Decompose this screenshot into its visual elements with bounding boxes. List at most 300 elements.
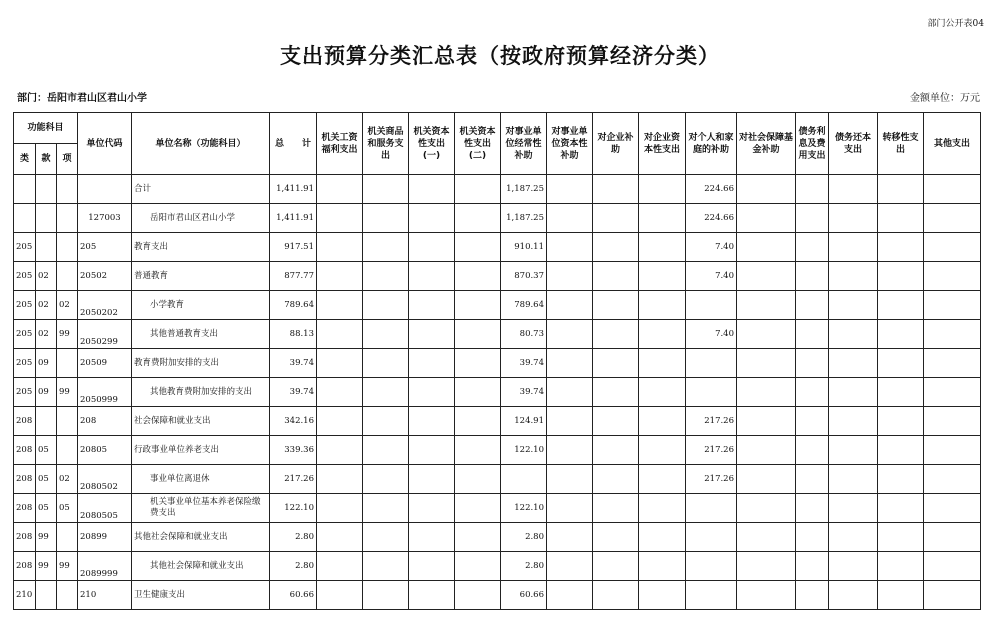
cell-lei: 205 bbox=[14, 233, 36, 262]
cell-amount bbox=[686, 494, 737, 523]
cell-unit-name: 其他教育费附加安排的支出 bbox=[132, 378, 270, 407]
cell-lei: 208 bbox=[14, 436, 36, 465]
cell-amount bbox=[593, 552, 639, 581]
header-unit-name: 单位名称（功能科目） bbox=[132, 113, 270, 175]
cell-amount bbox=[363, 436, 409, 465]
cell-total: 789.64 bbox=[270, 291, 317, 320]
cell-amount: 80.73 bbox=[501, 320, 547, 349]
header-col: 转移性支出 bbox=[878, 113, 924, 175]
cell-lei: 205 bbox=[14, 320, 36, 349]
cell-amount bbox=[409, 581, 455, 610]
cell-amount bbox=[639, 465, 686, 494]
cell-amount bbox=[409, 465, 455, 494]
cell-amount bbox=[924, 378, 981, 407]
cell-amount: 2.80 bbox=[501, 552, 547, 581]
cell-amount bbox=[317, 349, 363, 378]
cell-kuan bbox=[36, 581, 57, 610]
cell-amount bbox=[796, 436, 829, 465]
cell-amount bbox=[363, 262, 409, 291]
cell-amount bbox=[829, 552, 878, 581]
header-func-group: 功能科目 bbox=[14, 113, 78, 144]
cell-amount bbox=[593, 262, 639, 291]
cell-amount bbox=[409, 523, 455, 552]
budget-table bbox=[13, 112, 981, 610]
cell-amount bbox=[317, 233, 363, 262]
cell-amount bbox=[737, 320, 796, 349]
cell-kuan bbox=[36, 233, 57, 262]
cell-amount bbox=[796, 291, 829, 320]
cell-amount bbox=[409, 320, 455, 349]
amount-unit-label: 金额单位：万元 bbox=[910, 93, 980, 104]
cell-amount: 870.37 bbox=[501, 262, 547, 291]
cell-amount bbox=[829, 523, 878, 552]
table-row bbox=[14, 436, 981, 465]
cell-unit-code: 127003 bbox=[78, 204, 132, 233]
cell-amount bbox=[547, 233, 593, 262]
cell-amount bbox=[547, 291, 593, 320]
cell-amount bbox=[363, 320, 409, 349]
cell-amount bbox=[317, 581, 363, 610]
cell-amount bbox=[924, 436, 981, 465]
cell-amount bbox=[924, 494, 981, 523]
cell-amount bbox=[829, 349, 878, 378]
cell-amount bbox=[363, 407, 409, 436]
cell-amount bbox=[639, 378, 686, 407]
header-kuan: 款 bbox=[36, 144, 57, 175]
cell-amount bbox=[317, 552, 363, 581]
cell-unit-name: 教育费附加安排的支出 bbox=[132, 349, 270, 378]
cell-unit-code: 2050299 bbox=[78, 320, 132, 349]
cell-amount bbox=[924, 291, 981, 320]
cell-amount bbox=[455, 407, 501, 436]
header-col: 机关资本性支出(一) bbox=[409, 113, 455, 175]
department-label: 部门：岳阳市君山区君山小学 bbox=[17, 93, 147, 104]
cell-amount bbox=[737, 291, 796, 320]
cell-amount bbox=[639, 204, 686, 233]
cell-amount bbox=[796, 320, 829, 349]
table-row bbox=[14, 552, 981, 581]
cell-amount bbox=[363, 291, 409, 320]
cell-amount bbox=[878, 581, 924, 610]
cell-unit-code: 208 bbox=[78, 407, 132, 436]
cell-amount bbox=[878, 523, 924, 552]
cell-total: 88.13 bbox=[270, 320, 317, 349]
cell-amount bbox=[455, 204, 501, 233]
cell-amount bbox=[878, 552, 924, 581]
cell-amount bbox=[878, 291, 924, 320]
cell-kuan: 05 bbox=[36, 436, 57, 465]
cell-amount bbox=[593, 523, 639, 552]
header-col: 对事业单位经常性补助 bbox=[501, 113, 547, 175]
header-col: 机关资本性支出(二) bbox=[455, 113, 501, 175]
cell-amount bbox=[317, 465, 363, 494]
cell-amount bbox=[924, 523, 981, 552]
cell-amount bbox=[363, 349, 409, 378]
cell-amount bbox=[924, 407, 981, 436]
cell-unit-code: 205 bbox=[78, 233, 132, 262]
cell-amount bbox=[409, 436, 455, 465]
cell-amount bbox=[686, 581, 737, 610]
cell-unit-name: 岳阳市君山区君山小学 bbox=[132, 204, 270, 233]
cell-amount bbox=[409, 233, 455, 262]
cell-amount bbox=[363, 494, 409, 523]
cell-amount bbox=[796, 494, 829, 523]
header-col: 债务利息及费用支出 bbox=[796, 113, 829, 175]
cell-total: 39.74 bbox=[270, 349, 317, 378]
cell-amount bbox=[547, 523, 593, 552]
cell-unit-code: 2050202 bbox=[78, 291, 132, 320]
cell-amount bbox=[593, 465, 639, 494]
cell-amount bbox=[686, 349, 737, 378]
cell-amount bbox=[796, 262, 829, 291]
cell-amount bbox=[317, 262, 363, 291]
cell-xiang bbox=[57, 349, 78, 378]
cell-amount bbox=[317, 320, 363, 349]
cell-amount bbox=[639, 291, 686, 320]
cell-amount bbox=[455, 291, 501, 320]
cell-kuan bbox=[36, 204, 57, 233]
cell-amount bbox=[639, 233, 686, 262]
table-row bbox=[14, 320, 981, 349]
cell-unit-name: 小学教育 bbox=[132, 291, 270, 320]
cell-amount bbox=[829, 175, 878, 204]
cell-amount bbox=[639, 320, 686, 349]
cell-amount bbox=[878, 233, 924, 262]
header-xiang: 项 bbox=[57, 144, 78, 175]
cell-unit-name: 机关事业单位基本养老保险缴费支出 bbox=[132, 494, 270, 523]
cell-unit-name: 卫生健康支出 bbox=[132, 581, 270, 610]
table-row bbox=[14, 291, 981, 320]
cell-amount bbox=[878, 204, 924, 233]
cell-amount bbox=[737, 233, 796, 262]
cell-amount bbox=[737, 523, 796, 552]
cell-lei: 205 bbox=[14, 291, 36, 320]
cell-amount bbox=[737, 378, 796, 407]
cell-lei: 205 bbox=[14, 378, 36, 407]
cell-total: 917.51 bbox=[270, 233, 317, 262]
cell-amount bbox=[796, 175, 829, 204]
table-row bbox=[14, 407, 981, 436]
cell-unit-name: 行政事业单位养老支出 bbox=[132, 436, 270, 465]
header-col: 对事业单位资本性补助 bbox=[547, 113, 593, 175]
cell-amount bbox=[639, 349, 686, 378]
table-row bbox=[14, 262, 981, 291]
cell-amount bbox=[796, 349, 829, 378]
cell-amount bbox=[593, 407, 639, 436]
cell-xiang: 99 bbox=[57, 320, 78, 349]
cell-amount bbox=[639, 407, 686, 436]
cell-amount bbox=[547, 494, 593, 523]
cell-amount: 217.26 bbox=[686, 436, 737, 465]
cell-amount bbox=[317, 494, 363, 523]
header-lei: 类 bbox=[14, 144, 36, 175]
cell-amount bbox=[829, 465, 878, 494]
cell-total: 122.10 bbox=[270, 494, 317, 523]
cell-amount bbox=[639, 494, 686, 523]
cell-total: 342.16 bbox=[270, 407, 317, 436]
cell-amount bbox=[796, 552, 829, 581]
cell-amount bbox=[639, 523, 686, 552]
cell-amount bbox=[455, 552, 501, 581]
cell-kuan: 99 bbox=[36, 523, 57, 552]
cell-amount bbox=[796, 378, 829, 407]
cell-kuan bbox=[36, 407, 57, 436]
cell-amount: 122.10 bbox=[501, 494, 547, 523]
cell-amount bbox=[829, 262, 878, 291]
cell-xiang bbox=[57, 523, 78, 552]
cell-amount bbox=[363, 552, 409, 581]
cell-amount bbox=[829, 407, 878, 436]
cell-amount bbox=[455, 465, 501, 494]
cell-amount bbox=[796, 581, 829, 610]
cell-amount bbox=[455, 494, 501, 523]
cell-amount bbox=[455, 523, 501, 552]
cell-total: 339.36 bbox=[270, 436, 317, 465]
cell-amount bbox=[686, 523, 737, 552]
cell-amount bbox=[547, 378, 593, 407]
cell-amount bbox=[878, 175, 924, 204]
cell-amount bbox=[455, 349, 501, 378]
cell-unit-name: 其他普通教育支出 bbox=[132, 320, 270, 349]
table-row bbox=[14, 523, 981, 552]
page-title: 支出预算分类汇总表（按政府预算经济分类） bbox=[280, 44, 720, 68]
cell-amount: 60.66 bbox=[501, 581, 547, 610]
cell-amount bbox=[363, 378, 409, 407]
table-row bbox=[14, 233, 981, 262]
cell-xiang: 99 bbox=[57, 378, 78, 407]
table-row bbox=[14, 175, 981, 204]
cell-amount bbox=[409, 552, 455, 581]
cell-amount bbox=[924, 465, 981, 494]
cell-amount bbox=[455, 262, 501, 291]
cell-lei: 208 bbox=[14, 523, 36, 552]
page-tag: 部门公开表04 bbox=[927, 19, 984, 29]
cell-amount bbox=[829, 494, 878, 523]
cell-amount bbox=[878, 378, 924, 407]
cell-amount bbox=[829, 233, 878, 262]
cell-amount bbox=[547, 204, 593, 233]
cell-amount bbox=[737, 465, 796, 494]
header-col: 对企业补助 bbox=[593, 113, 639, 175]
cell-amount bbox=[796, 233, 829, 262]
cell-amount bbox=[409, 262, 455, 291]
cell-amount bbox=[737, 407, 796, 436]
cell-lei: 208 bbox=[14, 465, 36, 494]
cell-amount: 2.80 bbox=[501, 523, 547, 552]
table-row bbox=[14, 581, 981, 610]
cell-kuan: 09 bbox=[36, 378, 57, 407]
cell-amount bbox=[924, 175, 981, 204]
cell-amount bbox=[317, 175, 363, 204]
cell-amount bbox=[737, 262, 796, 291]
cell-amount bbox=[737, 204, 796, 233]
cell-amount: 217.26 bbox=[686, 465, 737, 494]
cell-amount bbox=[593, 378, 639, 407]
cell-amount bbox=[317, 204, 363, 233]
cell-amount bbox=[924, 204, 981, 233]
cell-amount bbox=[317, 378, 363, 407]
cell-lei: 210 bbox=[14, 581, 36, 610]
cell-amount bbox=[829, 320, 878, 349]
cell-amount bbox=[829, 581, 878, 610]
header-col: 对个人和家庭的补助 bbox=[686, 113, 737, 175]
cell-amount bbox=[829, 291, 878, 320]
cell-amount bbox=[878, 436, 924, 465]
cell-amount bbox=[363, 233, 409, 262]
table-row bbox=[14, 465, 981, 494]
cell-amount bbox=[878, 320, 924, 349]
cell-amount bbox=[455, 436, 501, 465]
cell-amount bbox=[796, 407, 829, 436]
cell-kuan bbox=[36, 175, 57, 204]
cell-amount bbox=[547, 552, 593, 581]
cell-amount bbox=[363, 204, 409, 233]
cell-amount bbox=[639, 436, 686, 465]
cell-amount bbox=[737, 349, 796, 378]
cell-amount bbox=[796, 465, 829, 494]
cell-amount: 7.40 bbox=[686, 233, 737, 262]
cell-xiang bbox=[57, 436, 78, 465]
cell-amount bbox=[593, 291, 639, 320]
cell-kuan: 05 bbox=[36, 494, 57, 523]
cell-amount bbox=[639, 581, 686, 610]
cell-xiang bbox=[57, 262, 78, 291]
cell-amount: 39.74 bbox=[501, 349, 547, 378]
cell-amount bbox=[924, 552, 981, 581]
cell-amount: 789.64 bbox=[501, 291, 547, 320]
cell-amount bbox=[317, 436, 363, 465]
header-col: 其他支出 bbox=[924, 113, 981, 175]
cell-amount bbox=[547, 581, 593, 610]
cell-amount bbox=[363, 523, 409, 552]
cell-total: 2.80 bbox=[270, 552, 317, 581]
cell-lei bbox=[14, 204, 36, 233]
table-row bbox=[14, 378, 981, 407]
cell-amount bbox=[878, 262, 924, 291]
cell-amount bbox=[317, 407, 363, 436]
cell-unit-code: 2050999 bbox=[78, 378, 132, 407]
cell-amount bbox=[409, 291, 455, 320]
cell-amount bbox=[924, 581, 981, 610]
cell-amount: 1,187.25 bbox=[501, 175, 547, 204]
cell-amount: 7.40 bbox=[686, 262, 737, 291]
cell-amount bbox=[737, 494, 796, 523]
cell-kuan: 99 bbox=[36, 552, 57, 581]
cell-unit-code: 2080502 bbox=[78, 465, 132, 494]
cell-kuan: 02 bbox=[36, 291, 57, 320]
cell-total: 1,411.91 bbox=[270, 175, 317, 204]
cell-amount bbox=[686, 378, 737, 407]
cell-xiang: 02 bbox=[57, 291, 78, 320]
cell-amount bbox=[409, 494, 455, 523]
cell-amount bbox=[409, 204, 455, 233]
cell-unit-name: 合计 bbox=[132, 175, 270, 204]
cell-unit-code: 20509 bbox=[78, 349, 132, 378]
cell-amount bbox=[363, 581, 409, 610]
cell-unit-code: 2080505 bbox=[78, 494, 132, 523]
cell-amount bbox=[547, 407, 593, 436]
cell-unit-code: 20805 bbox=[78, 436, 132, 465]
cell-amount bbox=[547, 175, 593, 204]
table-row bbox=[14, 349, 981, 378]
cell-amount bbox=[878, 494, 924, 523]
cell-unit-name: 其他社会保障和就业支出 bbox=[132, 552, 270, 581]
cell-amount bbox=[924, 262, 981, 291]
cell-amount bbox=[593, 175, 639, 204]
cell-xiang bbox=[57, 407, 78, 436]
cell-total: 217.26 bbox=[270, 465, 317, 494]
header-col: 对社会保障基金补助 bbox=[737, 113, 796, 175]
cell-amount bbox=[737, 436, 796, 465]
cell-amount bbox=[829, 436, 878, 465]
cell-amount bbox=[878, 407, 924, 436]
cell-amount: 224.66 bbox=[686, 175, 737, 204]
cell-total: 60.66 bbox=[270, 581, 317, 610]
cell-amount bbox=[363, 465, 409, 494]
cell-amount bbox=[547, 349, 593, 378]
cell-amount: 1,187.25 bbox=[501, 204, 547, 233]
cell-amount bbox=[924, 349, 981, 378]
cell-lei bbox=[14, 175, 36, 204]
table-body bbox=[14, 175, 981, 610]
cell-amount bbox=[924, 320, 981, 349]
header-col: 机关商品和服务支出 bbox=[363, 113, 409, 175]
cell-lei: 208 bbox=[14, 552, 36, 581]
cell-kuan: 02 bbox=[36, 262, 57, 291]
cell-amount bbox=[593, 436, 639, 465]
header-col: 对企业资本性支出 bbox=[639, 113, 686, 175]
cell-amount bbox=[547, 262, 593, 291]
cell-amount: 910.11 bbox=[501, 233, 547, 262]
cell-amount bbox=[924, 233, 981, 262]
cell-amount bbox=[409, 378, 455, 407]
cell-amount bbox=[547, 320, 593, 349]
cell-xiang bbox=[57, 204, 78, 233]
cell-amount: 217.26 bbox=[686, 407, 737, 436]
cell-unit-name: 教育支出 bbox=[132, 233, 270, 262]
cell-amount bbox=[455, 581, 501, 610]
cell-amount bbox=[796, 204, 829, 233]
cell-amount bbox=[878, 465, 924, 494]
cell-amount bbox=[455, 175, 501, 204]
cell-lei: 205 bbox=[14, 262, 36, 291]
cell-amount: 7.40 bbox=[686, 320, 737, 349]
cell-amount: 122.10 bbox=[501, 436, 547, 465]
cell-kuan: 09 bbox=[36, 349, 57, 378]
cell-total: 39.74 bbox=[270, 378, 317, 407]
cell-xiang: 99 bbox=[57, 552, 78, 581]
cell-amount bbox=[455, 320, 501, 349]
cell-amount bbox=[455, 233, 501, 262]
cell-xiang: 05 bbox=[57, 494, 78, 523]
cell-amount bbox=[686, 291, 737, 320]
cell-amount bbox=[593, 233, 639, 262]
cell-unit-name: 事业单位离退休 bbox=[132, 465, 270, 494]
cell-amount bbox=[501, 465, 547, 494]
cell-unit-name: 普通教育 bbox=[132, 262, 270, 291]
cell-xiang bbox=[57, 233, 78, 262]
cell-unit-code: 210 bbox=[78, 581, 132, 610]
cell-amount bbox=[317, 523, 363, 552]
cell-unit-code: 2089999 bbox=[78, 552, 132, 581]
cell-amount bbox=[737, 581, 796, 610]
cell-amount bbox=[639, 175, 686, 204]
cell-amount bbox=[593, 204, 639, 233]
cell-amount bbox=[829, 378, 878, 407]
table-row bbox=[14, 494, 981, 523]
cell-kuan: 02 bbox=[36, 320, 57, 349]
cell-amount bbox=[547, 436, 593, 465]
